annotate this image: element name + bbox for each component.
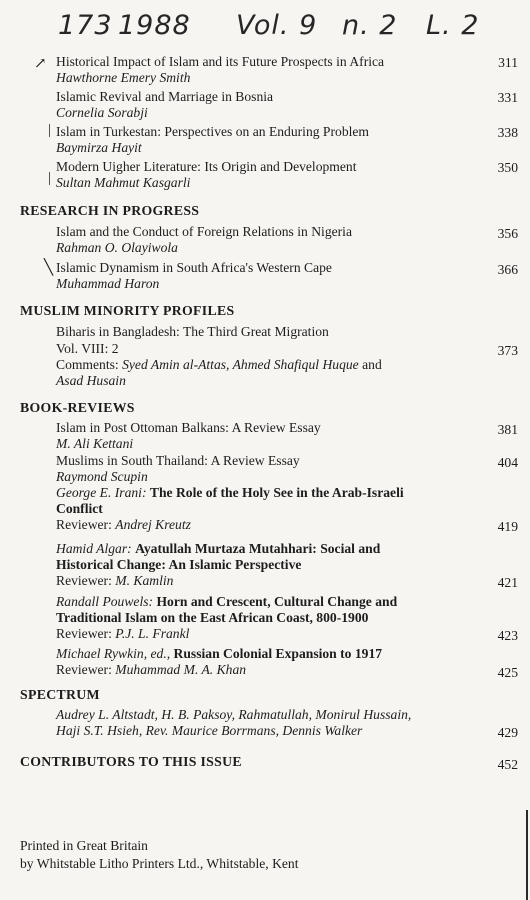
reviewer-line — [56, 573, 173, 589]
entry-page: 425 — [497, 665, 518, 680]
comments-and: and — [362, 357, 382, 372]
entry-author: Hawthorne Emery Smith — [56, 70, 191, 85]
spectrum-authors: Audrey L. Altstadt, H. B. Paksoy, Rahmatullah, Monirul Hussain, — [56, 707, 412, 722]
entry-page: 366 — [497, 262, 518, 277]
book-author: Hamid Algar: — [56, 541, 132, 556]
book-title-cont: Conflict — [56, 501, 103, 516]
pencil-bar-mark: | — [48, 170, 52, 186]
entry-title: Islam in Turkestan: Perspectives on an Enduring Problem — [56, 124, 370, 139]
pencil-bar-mark: | — [48, 122, 52, 138]
section-heading-research: RESEARCH IN PROGRESS — [20, 203, 200, 218]
entry-page: 429 — [497, 725, 518, 740]
entry-page: 356 — [497, 226, 518, 241]
reviewer-label: Reviewer: — [56, 662, 112, 677]
comments-line — [56, 357, 382, 373]
reviewer-name: Andrej Kreutz — [115, 517, 191, 532]
entry-title: Historical Impact of Islam and its Future Prospects in Africa — [56, 54, 385, 69]
entry-page: 423 — [497, 628, 518, 643]
pencil-slash-mark: ╲ — [44, 260, 54, 276]
reviewer-name: M. Kamlin — [115, 573, 174, 588]
entry-page: 452 — [497, 757, 518, 772]
reviewer-line — [56, 662, 246, 678]
review-book-line — [56, 485, 404, 501]
printer-line: by Whitstable Litho Printers Ltd., Whitstable, Kent — [20, 856, 299, 871]
entry-author: Baymirza Hayit — [56, 140, 142, 155]
review-book-line — [56, 646, 382, 662]
book-author: George E. Irani: — [56, 485, 147, 500]
review-book-line — [56, 594, 397, 610]
book-title-cont: Traditional Islam on the East African Coast, 800-1900 — [56, 610, 369, 625]
entry-page: 381 — [497, 422, 518, 437]
comments-author: Asad Husain — [56, 373, 126, 388]
entry-page: 419 — [497, 519, 518, 534]
reviewer-line — [56, 517, 191, 533]
spectrum-authors-cont: Haji S.T. Hsieh, Rev. Maurice Borrmans, Dennis Walker — [56, 723, 363, 738]
book-title: Ayatullah Murtaza Mutahhari: Social and — [135, 541, 381, 556]
book-title: Russian Colonial Expansion to 1917 — [173, 646, 383, 661]
entry-title: Islamic Revival and Marriage in Bosnia — [56, 89, 274, 104]
entry-title: Muslims in South Thailand: A Review Essay — [56, 453, 300, 468]
comments-authors: Syed Amin al-Attas, Ahmed Shafiqul Huque — [122, 357, 359, 372]
entry-author: Muhammad Haron — [56, 276, 160, 291]
entry-author: M. Ali Kettani — [56, 436, 134, 451]
entry-author: Raymond Scupin — [56, 469, 148, 484]
entry-page: 338 — [497, 125, 518, 140]
entry-author: Sultan Mahmut Kasgarli — [56, 175, 191, 190]
section-heading-reviews: BOOK-REVIEWS — [20, 400, 135, 415]
reviewer-name: Muhammad M. A. Khan — [115, 662, 247, 677]
entry-title: Biharis in Bangladesh: The Third Great Migration — [56, 324, 329, 339]
book-author: Michael Rywkin, ed., — [56, 646, 171, 661]
reviewer-label: Reviewer: — [56, 517, 112, 532]
handwritten-code: L. 2 — [426, 10, 480, 41]
entry-title: Islam in Post Ottoman Balkans: A Review Essay — [56, 420, 321, 435]
entry-page: 350 — [497, 160, 518, 175]
handwritten-volume: Vol. 9 — [236, 10, 318, 41]
entry-page: 404 — [497, 455, 518, 470]
reviewer-label: Reviewer: — [56, 626, 112, 641]
entry-title: Islamic Dynamism in South Africa's Western Cape — [56, 260, 332, 275]
handwritten-year: 1988 — [118, 10, 191, 41]
reviewer-line — [56, 626, 189, 642]
section-heading-spectrum: SPECTRUM — [20, 687, 100, 702]
entry-title: Islam and the Conduct of Foreign Relations in Nigeria — [56, 224, 352, 239]
printer-line: Printed in Great Britain — [20, 838, 148, 853]
handwritten-number: 173 — [58, 10, 113, 41]
book-title: Horn and Crescent, Cultural Change and — [156, 594, 398, 609]
section-heading-minority: MUSLIM MINORITY PROFILES — [20, 303, 235, 318]
pencil-arrow-mark: ↗ — [34, 56, 47, 72]
page-edge-shadow — [526, 810, 528, 900]
reviewer-name: P.J. L. Frankl — [115, 626, 190, 641]
entry-title: Modern Uigher Literature: Its Origin and Development — [56, 159, 357, 174]
handwritten-note — [58, 10, 478, 46]
comments-label: Comments: — [56, 357, 119, 372]
entry-volume: Vol. VIII: 2 — [56, 341, 119, 356]
entry-page: 421 — [497, 575, 518, 590]
entry-page: 331 — [497, 90, 518, 105]
review-book-line — [56, 541, 380, 557]
entry-page: 373 — [497, 343, 518, 358]
handwritten-number-issue: n. 2 — [342, 10, 398, 41]
book-title-cont: Historical Change: An Islamic Perspective — [56, 557, 302, 572]
reviewer-label: Reviewer: — [56, 573, 112, 588]
book-author: Randall Pouwels: — [56, 594, 154, 609]
section-heading-contributors: CONTRIBUTORS TO THIS ISSUE — [20, 754, 242, 769]
book-title: The Role of the Holy See in the Arab-Israeli — [149, 485, 404, 500]
entry-author: Cornelia Sorabji — [56, 105, 148, 120]
entry-author: Rahman O. Olayiwola — [56, 240, 178, 255]
entry-page: 311 — [498, 55, 518, 70]
